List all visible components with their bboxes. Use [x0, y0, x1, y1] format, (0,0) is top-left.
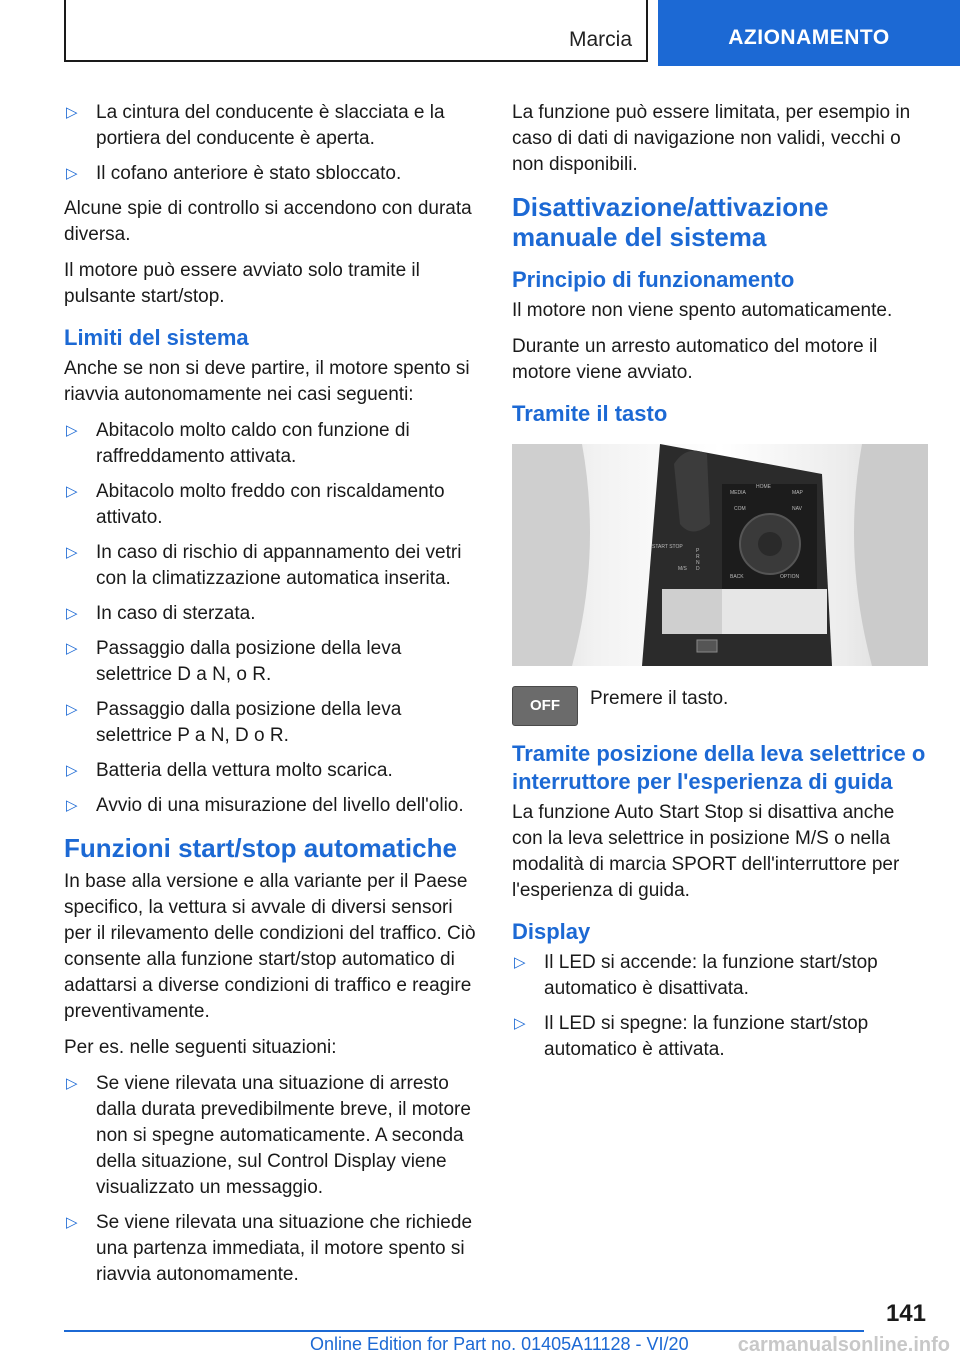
paragraph: Il motore non viene spento automaticamente. — [512, 300, 893, 321]
triangle-bullet-icon: ▷ — [66, 483, 78, 500]
heading-principio: Principio di funzionamento — [512, 267, 795, 292]
auto-start-stop-off-icon — [512, 686, 578, 726]
triangle-bullet-icon: ▷ — [514, 954, 526, 971]
photo-label-gear-d: D — [696, 566, 700, 572]
triangle-bullet-icon: ▷ — [66, 605, 78, 622]
triangle-bullet-icon: ▷ — [66, 422, 78, 439]
watermark: carmanualsonline.info — [737, 1334, 950, 1356]
list-item: ▷ Se viene rilevata una situazione di arresto dalla durata prevedibilmente breve, il motore non si spegne automaticamente. A seconda della situazione, sul Control Display viene visualizzato un messaggio. — [64, 1071, 482, 1201]
photo-label-media: MEDIA — [730, 490, 746, 496]
photo-label-home: HOME — [756, 484, 771, 490]
triangle-bullet-icon: ▷ — [66, 1075, 78, 1092]
triangle-bullet-icon: ▷ — [66, 762, 78, 779]
header-section-title: Marcia — [568, 28, 632, 51]
list-item: ▷ In caso di rischio di appannamento dei vetri con la climatizzazione automatica inserita. — [64, 540, 482, 592]
footer-edition: Online Edition for Part no. 01405A11128 - VI/20 — [310, 1334, 689, 1354]
heading-funzioni: Funzioni start/stop automatiche — [64, 833, 457, 863]
photo-label-gear-n: N — [696, 560, 700, 566]
header-section-box — [64, 0, 648, 62]
controller-knob-center — [758, 532, 782, 556]
list-item: ▷ Se viene rilevata una situazione che richiede una partenza immediata, il motore spento si riavvia autonomamente. — [64, 1210, 482, 1288]
left-seat-shape — [512, 444, 590, 666]
photo-label-gear-p: P — [696, 548, 700, 554]
list-item: ▷ Passaggio dalla posizione della leva selettrice P a N, D o R. — [64, 697, 482, 749]
photo-label-gear-ms: M/S — [678, 566, 687, 572]
storage-tray-shadow — [662, 589, 722, 634]
left-column — [64, 100, 482, 1297]
list-item: ▷ Avvio di una misurazione del livello dell'olio. — [64, 793, 482, 819]
photo-label-map: MAP — [792, 490, 803, 496]
paragraph: Alcune spie di controllo si accendono con durata diversa. — [64, 198, 472, 245]
list-item: ▷ Batteria della vettura molto scarica. — [64, 758, 482, 784]
paragraph: Anche se non si deve partire, il motore spento si riavvia autonomamente nei casi seguenti: — [64, 358, 470, 405]
paragraph: Durante un arresto automatico del motore il motore viene avviato. — [512, 336, 878, 383]
right-seat-shape — [854, 444, 928, 666]
triangle-bullet-icon: ▷ — [66, 104, 78, 121]
triangle-bullet-icon: ▷ — [66, 701, 78, 718]
paragraph: Per es. nelle seguenti situazioni: — [64, 1037, 337, 1058]
triangle-bullet-icon: ▷ — [66, 1214, 78, 1231]
heading-limiti: Limiti del sistema — [64, 325, 249, 350]
parking-brake-switch — [697, 640, 717, 652]
list-item: ▷ Abitacolo molto caldo con funzione di raffreddamento attivata. — [64, 418, 482, 470]
paragraph: In base alla versione e alla variante per il Paese specifico, la vettura si avvale di diversi sensori per il rilevamento delle condizioni del traffico. Ciò consente alla funzione start/stop automatico di adattarsi a diverse condizioni di traffico e reagire preventivamente. — [64, 871, 476, 1022]
photo-label-start-stop: START STOP — [652, 544, 683, 550]
page-header — [0, 0, 960, 66]
triangle-bullet-icon: ▷ — [514, 1015, 526, 1032]
heading-leva: Tramite posizione della leva selettrice o interruttore per l'esperienza di guida — [512, 741, 926, 794]
footer-divider — [64, 1330, 864, 1332]
photo-label-back: BACK — [730, 574, 744, 580]
off-button-row — [512, 686, 930, 726]
center-console-illustration — [512, 444, 928, 666]
photo-label-gear-r: R — [696, 554, 700, 560]
heading-disattivazione: Disattivazione/attivazione manuale del sistema — [512, 192, 829, 252]
paragraph: La funzione può essere limitata, per esempio in caso di dati di navigazione non validi, vecchi o non disponibili. — [512, 102, 911, 175]
triangle-bullet-icon: ▷ — [66, 640, 78, 657]
list-item: ▷ Il cofano anteriore è stato sbloccato. — [64, 161, 482, 187]
list-item: ▷ La cintura del conducente è slacciata e la portiera del conducente è aperta. — [64, 100, 482, 152]
list-item: ▷ In caso di sterzata. — [64, 601, 482, 627]
triangle-bullet-icon: ▷ — [66, 165, 78, 182]
paragraph: Il motore può essere avviato solo tramite il pulsante start/stop. — [64, 260, 420, 307]
header-chapter-tab[interactable]: AZIONAMENTO — [658, 0, 960, 66]
photo-label-com: COM — [734, 506, 746, 512]
paragraph: Premere il tasto. — [590, 688, 729, 709]
center-console-photo — [512, 444, 928, 666]
photo-label-option: OPTION — [780, 574, 800, 580]
list-item: ▷ Abitacolo molto freddo con riscaldamento attivato. — [64, 479, 482, 531]
heading-display: Display — [512, 919, 591, 944]
photo-label-nav: NAV — [792, 506, 802, 512]
triangle-bullet-icon: ▷ — [66, 797, 78, 814]
right-column — [512, 100, 930, 1072]
triangle-bullet-icon: ▷ — [66, 544, 78, 561]
list-item: ▷ Passaggio dalla posizione della leva selettrice D a N, o R. — [64, 636, 482, 688]
page-number: 141 — [885, 1300, 926, 1327]
list-item: ▷ Il LED si accende: la funzione start/stop automatico è disattivata. — [512, 950, 930, 1002]
off-icon-label: OFF — [530, 697, 560, 714]
list-item: ▷ Il LED si spegne: la funzione start/stop automatico è attivata. — [512, 1011, 930, 1063]
paragraph: La funzione Auto Start Stop si disattiva anche con la leva selettrice in posizione M/S o nella modalità di marcia SPORT dell'interruttore per l'esperienza di guida. — [512, 802, 900, 901]
heading-tasto: Tramite il tasto — [512, 401, 668, 426]
